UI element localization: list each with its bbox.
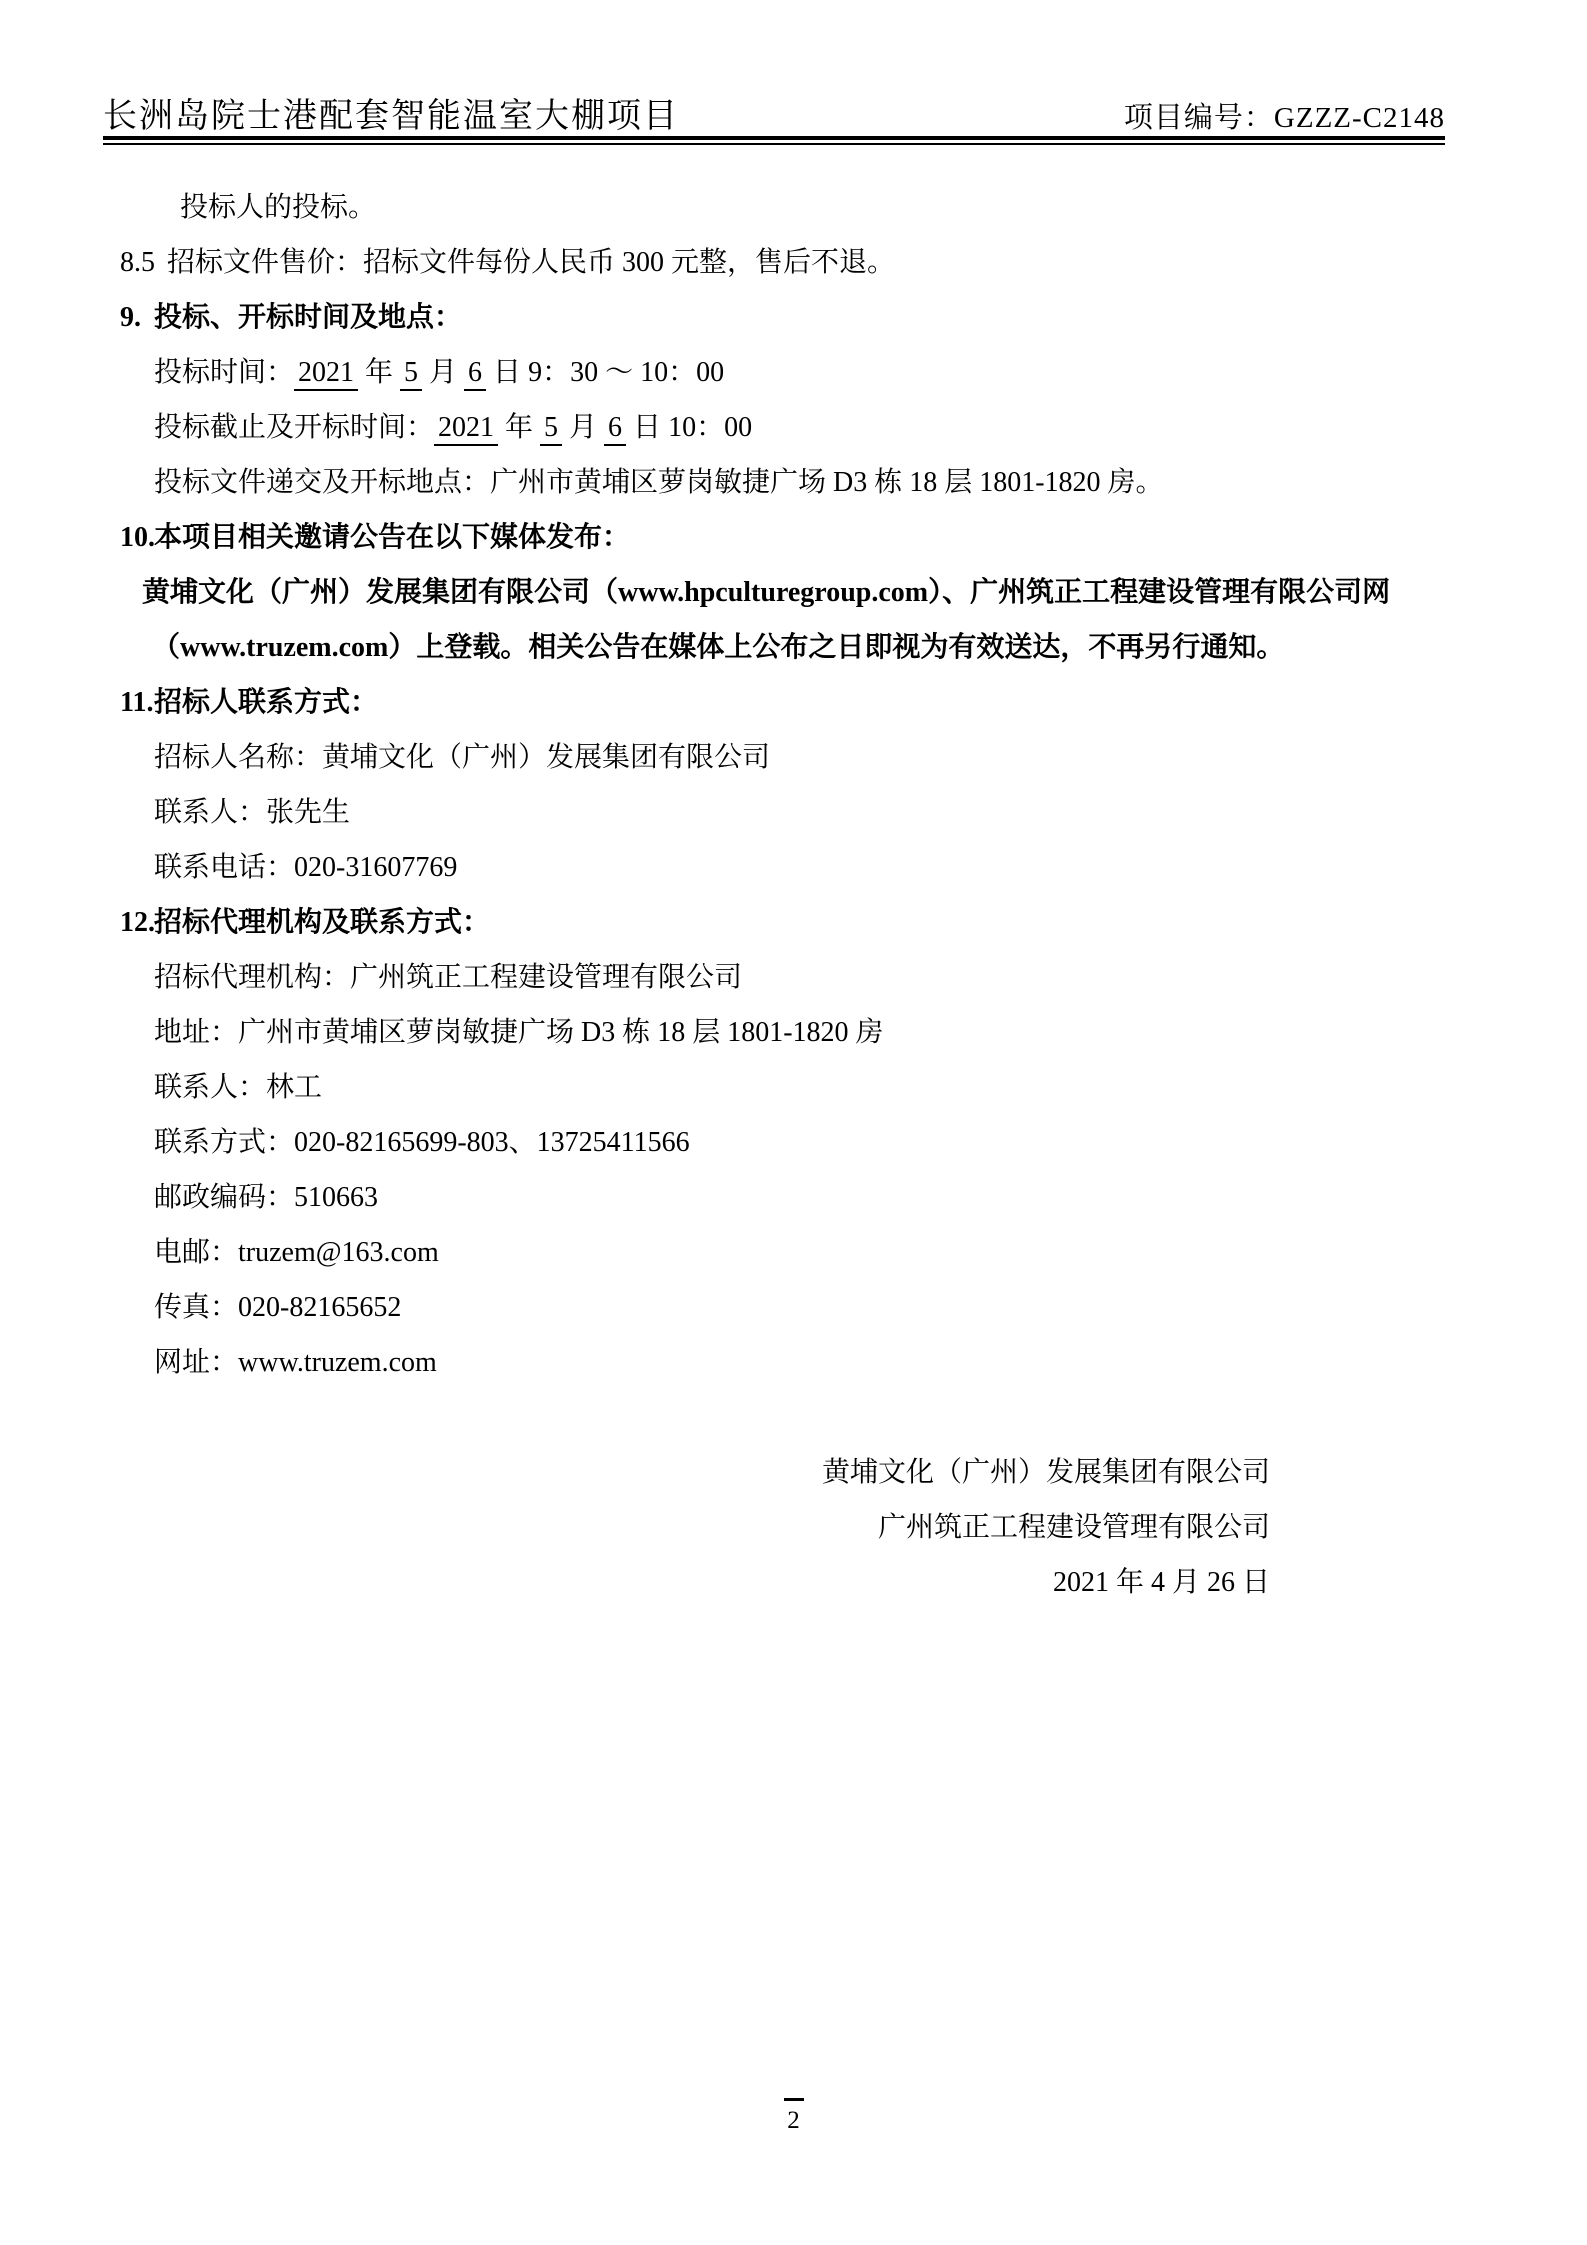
- tenderer-phone-line: 联系电话：020-31607769: [154, 852, 458, 883]
- media-announcement-line-2: （www.truzem.com）上登载。相关公告在媒体上公布之日即视为有效送达，不再另行通知。: [152, 632, 1285, 663]
- section-10-heading: [0, 510, 1587, 565]
- signature-company-2: 广州筑正工程建设管理有限公司: [877, 1512, 1270, 1543]
- footer-dash: [784, 2098, 804, 2101]
- header-project-name: 长洲岛院士港配套智能温室大棚项目: [103, 98, 679, 135]
- bid-time-range: 9：30 ～ 10：00: [521, 357, 725, 388]
- item-8-5-number: 8.5: [120, 247, 155, 278]
- deadline-sep3: 日: [626, 412, 662, 443]
- postal-code-line: 邮政编码：510663: [154, 1182, 379, 1213]
- section-12-heading: [0, 895, 1587, 950]
- section-10-number: 10.: [120, 522, 155, 553]
- deadline-label: 投标截止及开标时间：: [154, 412, 435, 443]
- bid-deadline-line: [0, 400, 1587, 455]
- signature-date: 2021 年 4 月 26 日: [1052, 1567, 1270, 1598]
- agency-phone-line: 联系方式：020-82165699-803、13725411566: [154, 1127, 690, 1158]
- spacer: [0, 1390, 1587, 1445]
- bid-time-label: 投标时间：: [154, 357, 295, 388]
- continuation-line: 投标人的投标。: [180, 192, 377, 223]
- item-8-5-text: 招标文件售价：招标文件每份人民币 300 元整，售后不退。: [167, 247, 896, 278]
- signature-company-1: 黄埔文化（广州）发展集团有限公司: [821, 1457, 1270, 1488]
- deadline-sep2: 月: [562, 412, 605, 443]
- section-12-title: 招标代理机构及联系方式：: [154, 907, 491, 938]
- email-line: 电邮：truzem@163.com: [154, 1237, 439, 1268]
- section-9-number: 9.: [120, 302, 141, 333]
- deadline-sep1: 年: [498, 412, 541, 443]
- bid-venue-line: 投标文件递交及开标地点：广州市黄埔区萝岗敏捷广场 D3 栋 18 层 1801-1820 房。: [154, 467, 1164, 498]
- section-11-title: 招标人联系方式：: [154, 687, 379, 718]
- website-line: 网址：www.truzem.com: [154, 1347, 437, 1378]
- header-rule: [103, 136, 1445, 145]
- section-11-number: 11.: [120, 687, 154, 718]
- deadline-year: 2021: [434, 413, 498, 446]
- page-footer: [0, 2098, 1587, 2133]
- bid-time-day: 6: [464, 358, 486, 391]
- media-announcement-line-1: 黄埔文化（广州）发展集团有限公司（www.hpculturegroup.com）、广州筑正工程建设管理有限公司网: [142, 577, 1391, 608]
- section-12-number: 12.: [120, 907, 155, 938]
- bid-time-month: 5: [400, 358, 422, 391]
- agency-contact-line: 联系人：林工: [154, 1072, 323, 1103]
- tenderer-name-line: 招标人名称：黄埔文化（广州）发展集团有限公司: [154, 742, 771, 773]
- page-header: [103, 88, 1445, 137]
- section-11-heading: [0, 675, 1587, 730]
- deadline-month: 5: [540, 413, 562, 446]
- agency-line: 招标代理机构：广州筑正工程建设管理有限公司: [154, 962, 743, 993]
- document-body: [0, 180, 1587, 1610]
- bid-time-sep1: 年: [358, 357, 401, 388]
- section-9-heading: [0, 290, 1587, 345]
- agency-address-line: 地址：广州市黄埔区萝岗敏捷广场 D3 栋 18 层 1801-1820 房: [154, 1017, 884, 1048]
- deadline-day: 6: [604, 413, 626, 446]
- bid-time-year: 2021: [294, 358, 358, 391]
- header-project-number: 项目编号：GZZZ-C2148: [1123, 102, 1445, 134]
- page-number: 2: [787, 2107, 800, 2134]
- item-8-5: [0, 235, 1587, 290]
- tenderer-contact-line: 联系人：张先生: [154, 797, 351, 828]
- deadline-time: 10：00: [661, 412, 753, 443]
- bid-time-line: [0, 345, 1587, 400]
- bid-time-sep3: 日: [486, 357, 522, 388]
- section-10-title: 本项目相关邀请公告在以下媒体发布：: [154, 522, 631, 553]
- fax-line: 传真：020-82165652: [154, 1292, 402, 1323]
- bid-time-sep2: 月: [422, 357, 465, 388]
- section-9-title: 投标、开标时间及地点：: [154, 302, 463, 333]
